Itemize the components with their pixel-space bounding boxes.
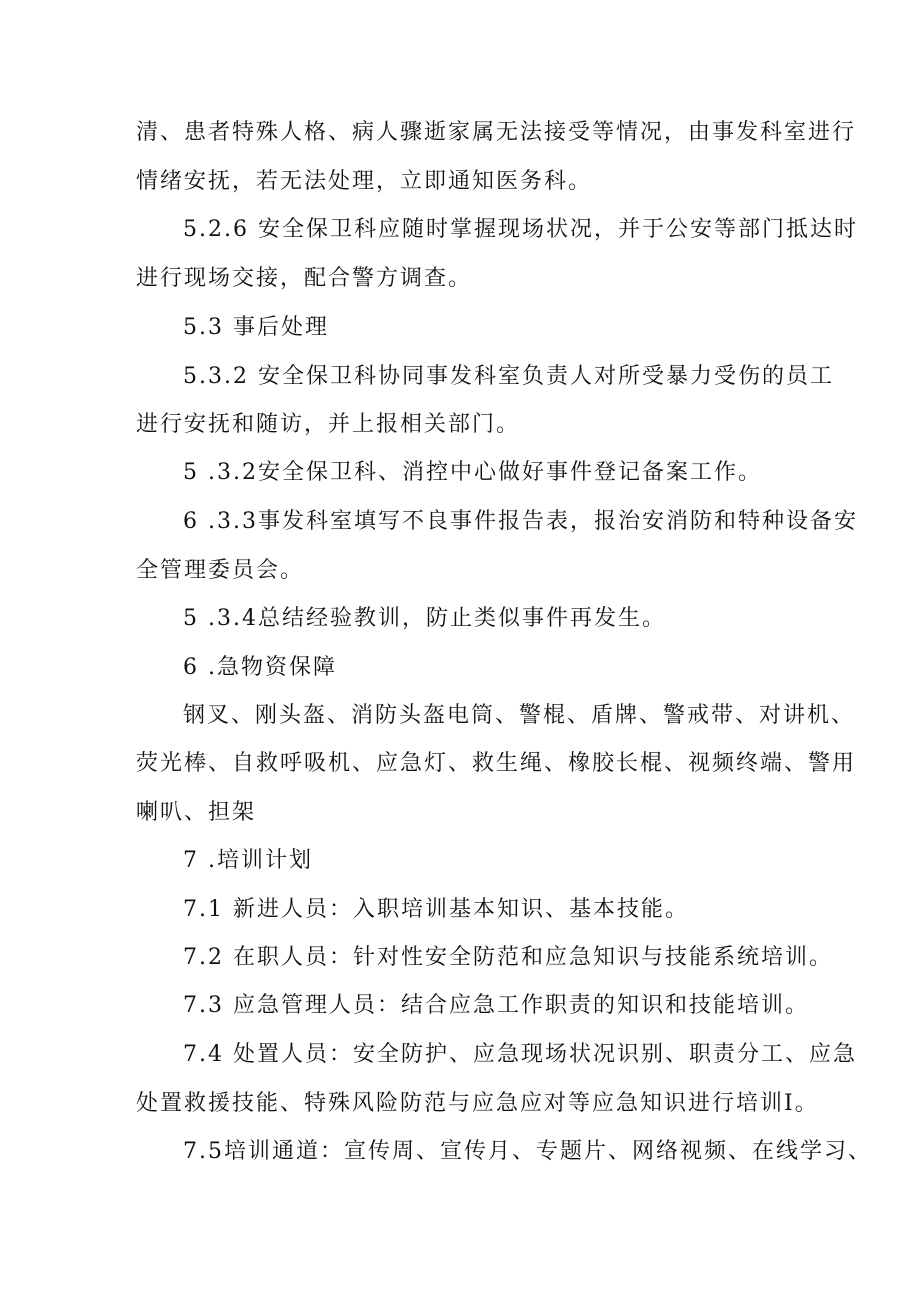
section-paragraph: 5 .3.4总结经验教训，防止类似事件再发生。 [183,606,666,631]
text-line: 进行现场交接，配合警方调查。 [136,266,473,291]
text-line: 喇叭、担架 [136,800,257,825]
section-paragraph: 5.2.6 安全保卫科应随时掌握现场状况，并于公安等部门抵达时 [183,217,858,242]
section-paragraph: 7.3 应急管理人员：结合应急工作职责的知识和技能培训。 [183,993,809,1018]
section-heading: 6 .急物资保障 [183,655,337,680]
section-paragraph: 7.2 在职人员：针对性安全防范和应急知识与技能系统培训。 [183,945,833,970]
text-line: 进行安抚和随访，并上报相关部门。 [136,412,521,437]
section-heading: 5.3 事后处理 [183,315,329,340]
section-paragraph: 6 .3.3事发科室填写不良事件报告表，报治安消防和特种设备安 [183,509,858,534]
section-paragraph: 5 .3.2安全保卫科、消控中心做好事件登记备案工作。 [183,460,762,485]
section-paragraph: 7.1 新进人员：入职培训基本知识、基本技能。 [183,897,689,922]
text-line: 情绪安抚，若无法处理，立即通知医务科。 [136,169,593,194]
text-line: 荧光棒、自救呼吸机、应急灯、救生绳、橡胶长棍、视频终端、警用 [136,751,857,776]
section-heading: 7 .培训计划 [183,848,313,873]
text-line: 清、患者特殊人格、病人骤逝家属无法接受等情况，由事发科室进行 [136,120,857,145]
text-line: 全管理委员会。 [136,558,305,583]
section-paragraph: 7.5培训通道：宣传周、宣传月、专题片、网络视频、在线学习、 [183,1139,872,1164]
section-paragraph: 5.3.2 安全保卫科协同事发科室负责人对所受暴力受伤的员工 [183,364,834,389]
section-paragraph: 7.4 处置人员：安全防护、应急现场状况识别、职责分工、应急 [183,1042,857,1067]
text-line: 处置救援技能、特殊风险防范与应急应对等应急知识进行培训I。 [136,1091,819,1116]
text-line: 钢叉、刚头盔、消防头盔电筒、警棍、盾牌、警戒带、对讲机、 [183,703,856,728]
